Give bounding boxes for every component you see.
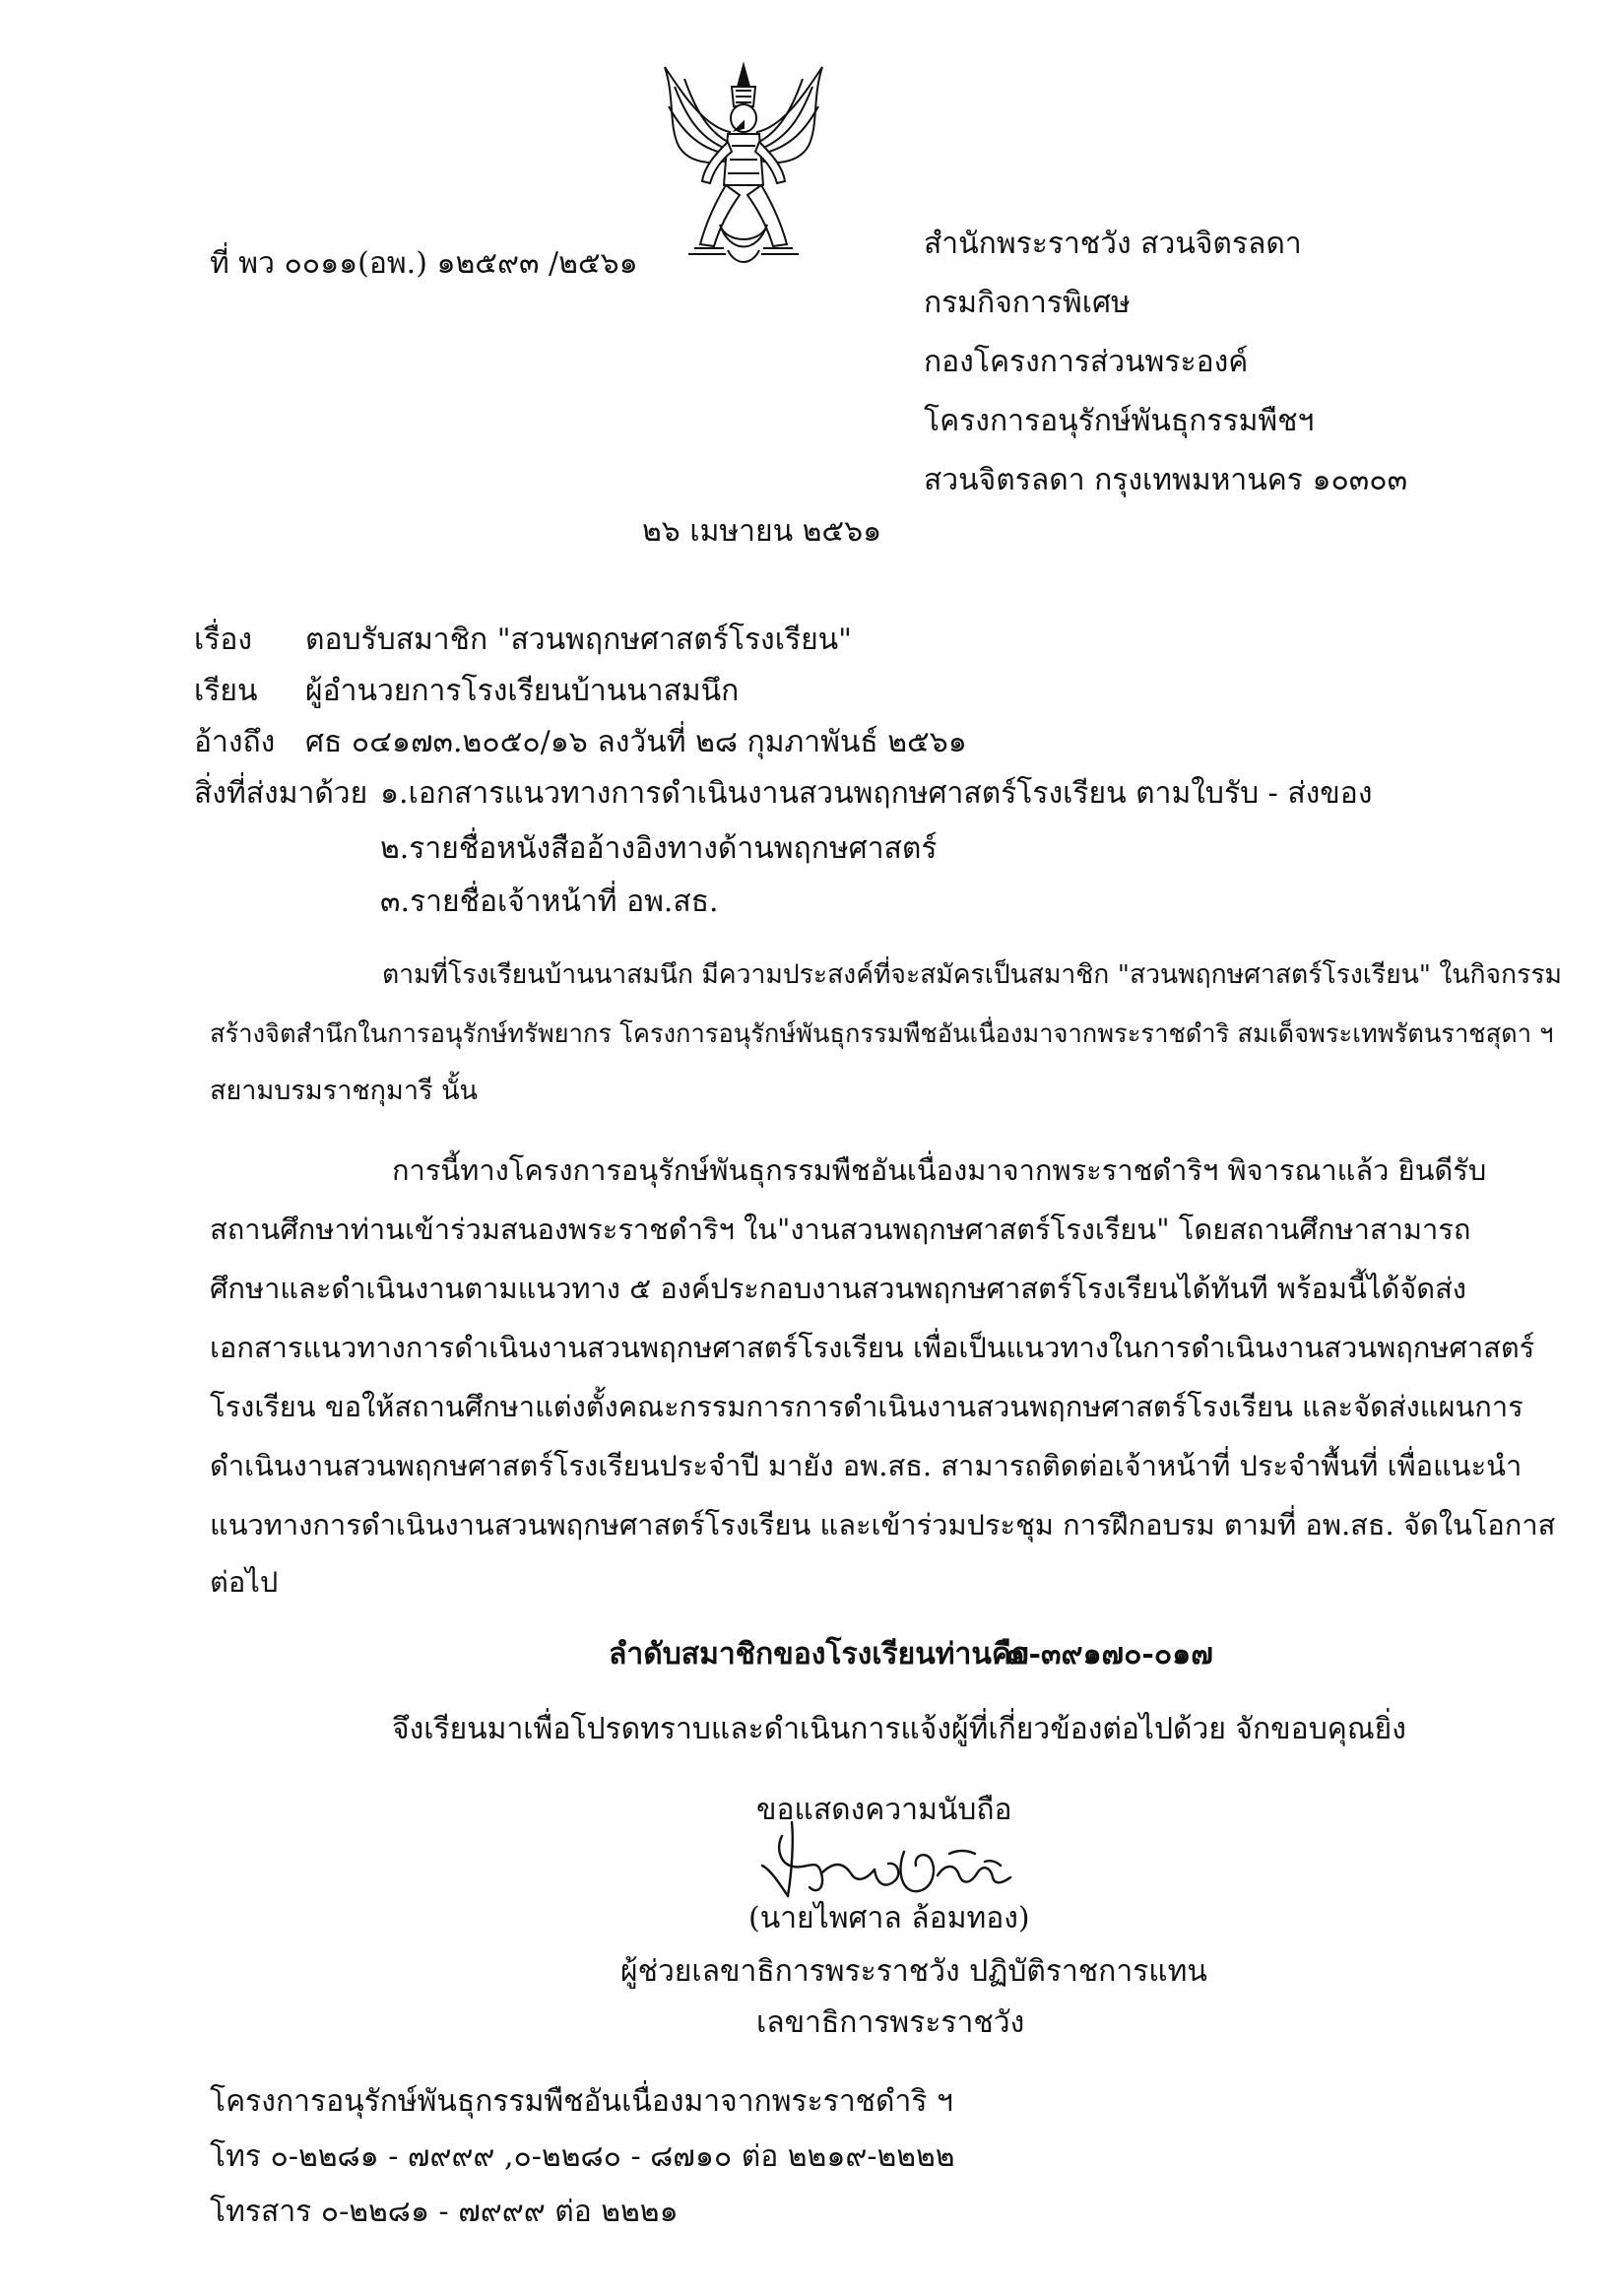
letter-date: ๒๖ เมษายน ๒๕๖๑: [642, 514, 882, 549]
subject-value: ตอบรับสมาชิก "สวนพฤกษศาสตร์โรงเรียน": [305, 623, 852, 657]
reference-label: อ้างถึง: [194, 725, 276, 759]
paragraph-2-line: สถานศึกษาท่านเข้าร่วมสนองพระราชดำริฯ ใน"งานสวนพฤกษศาสตร์โรงเรียน" โดยสถานศึกษาสามารถ: [210, 1213, 1471, 1246]
subject-label: เรื่อง: [194, 623, 253, 657]
reference-value: ศธ ๐๔๑๗๓.๒๐๕๐/๑๖ ลงวันที่ ๒๘ กุมภาพันธ์ ๒๕๖๑: [305, 725, 967, 759]
member-number: ๗-๓๙๑๗๐-๐๑๗: [1006, 1637, 1213, 1672]
sender-line-5: สวนจิตรลดา กรุงเทพมหานคร ๑๐๓๐๓: [924, 463, 1408, 497]
handwritten-signature: [748, 1793, 1034, 1911]
paragraph-2-line: ดำเนินงานสวนพฤกษศาสตร์โรงเรียนประจำปี มายัง อพ.สธ. สามารถติดต่อเจ้าหน้าที่ ประจำพื้นที่ เพื่อแนะนำ: [210, 1449, 1523, 1482]
paragraph-2-line: แนวทางการดำเนินงานสวนพฤกษศาสตร์โรงเรียน และเข้าร่วมประชุม การฝึกอบรม ตามที่ อพ.สธ. จัดในโอกาส: [210, 1508, 1556, 1542]
paragraph-2-line: การนี้ทางโครงการอนุรักษ์พันธุกรรมพืชอันเนื่องมาจากพระราชดำริฯ พิจารณาแล้ว ยินดีรับ: [392, 1153, 1487, 1187]
footer-org: โครงการอนุรักษ์พันธุกรรมพืชอันเนื่องมาจากพระราชดำริ ฯ: [210, 2084, 953, 2119]
closing-sentence: จึงเรียนมาเพื่อโปรดทราบและดำเนินการแจ้งผู้ที่เกี่ยวข้องต่อไปด้วย จักขอบคุณยิ่ง: [392, 1712, 1406, 1746]
paragraph-2-line: โรงเรียน ขอให้สถานศึกษาแต่งตั้งคณะกรรมการการดำเนินงานสวนพฤกษศาสตร์โรงเรียน และจัดส่งแผนการ: [210, 1390, 1524, 1423]
paragraph-2-line: เอกสารแนวทางการดำเนินงานสวนพฤกษศาสตร์โรงเรียน เพื่อเป็นแนวทางในการดำเนินงานสวนพฤกษศาสตร์: [210, 1331, 1535, 1364]
enclosure-item: ๑.เอกสารแนวทางการดำเนินงานสวนพฤกษศาสตร์โรงเรียน ตามใบรับ - ส่งของ: [380, 776, 1373, 811]
footer-fax: โทรสาร ๐-๒๒๘๑ - ๗๙๙๙ ต่อ ๒๒๒๑: [210, 2195, 679, 2229]
regards: ขอแสดงความนับถือ: [756, 1793, 1012, 1827]
signer-name: (นายไพศาล ล้อมทอง): [748, 1901, 1030, 1935]
paragraph-2-line: ศึกษาและดำเนินงานตามแนวทาง ๕ องค์ประกอบงานสวนพฤกษศาสตร์โรงเรียนได้ทันที พร้อมนี้ได้จัดส่ง: [210, 1272, 1466, 1305]
recipient-label: เรียน: [194, 674, 258, 708]
signer-position-2: เลขาธิการพระราชวัง: [756, 2005, 1025, 2040]
sender-line-3: กองโครงการส่วนพระองค์: [924, 345, 1249, 379]
sender-line-2: กรมกิจการพิเศษ: [924, 286, 1131, 320]
garuda-emblem-icon: [645, 57, 842, 274]
paragraph-1-line: สยามบรมราชกุมารี นั้น: [210, 1076, 478, 1106]
signer-position-1: ผู้ช่วยเลขาธิการพระราชวัง ปฏิบัติราชการแทน: [620, 1954, 1207, 1989]
paragraph-1-line: สร้างจิตสำนึกในการอนุรักษ์ทรัพยากร โครงการอนุรักษ์พันธุกรรมพืชอันเนื่องมาจากพระราชดำริ สมเด็จพระเทพรัตนราชสุดา ฯ: [210, 1019, 1554, 1049]
member-label: ลำดับสมาชิกของโรงเรียนท่านคือ: [609, 1637, 1029, 1672]
sender-line-4: โครงการอนุรักษ์พันธุกรรมพืชฯ: [924, 404, 1315, 438]
sender-line-1: สำนักพระราชวัง สวนจิตรลดา: [924, 227, 1302, 261]
enclosure-item: ๓.รายชื่อเจ้าหน้าที่ อพ.สธ.: [380, 885, 719, 919]
recipient-value: ผู้อำนวยการโรงเรียนบ้านนาสมนึก: [305, 674, 740, 708]
reference-number: ที่ พว ๐๐๑๑(อพ.) ๑๒๕๙๓ /๒๕๖๑: [210, 246, 638, 281]
paragraph-1-line: ตามที่โรงเรียนบ้านนาสมนึก มีความประสงค์ที่จะสมัครเป็นสมาชิก "สวนพฤกษศาสตร์โรงเรียน" ในกิจกรรม: [382, 959, 1563, 990]
enclosure-item: ๒.รายชื่อหนังสืออ้างอิงทางด้านพฤกษศาสตร์: [380, 831, 938, 866]
footer-phone: โทร ๐-๒๒๘๑ - ๗๙๙๙ ,๐-๒๒๘๐ - ๘๗๑๐ ต่อ ๒๒๑๙-๒๒๒๒: [210, 2139, 955, 2174]
paragraph-2-line: ต่อไป: [210, 1565, 279, 1599]
enclosures-label: สิ่งที่ส่งมาด้วย: [194, 776, 368, 811]
